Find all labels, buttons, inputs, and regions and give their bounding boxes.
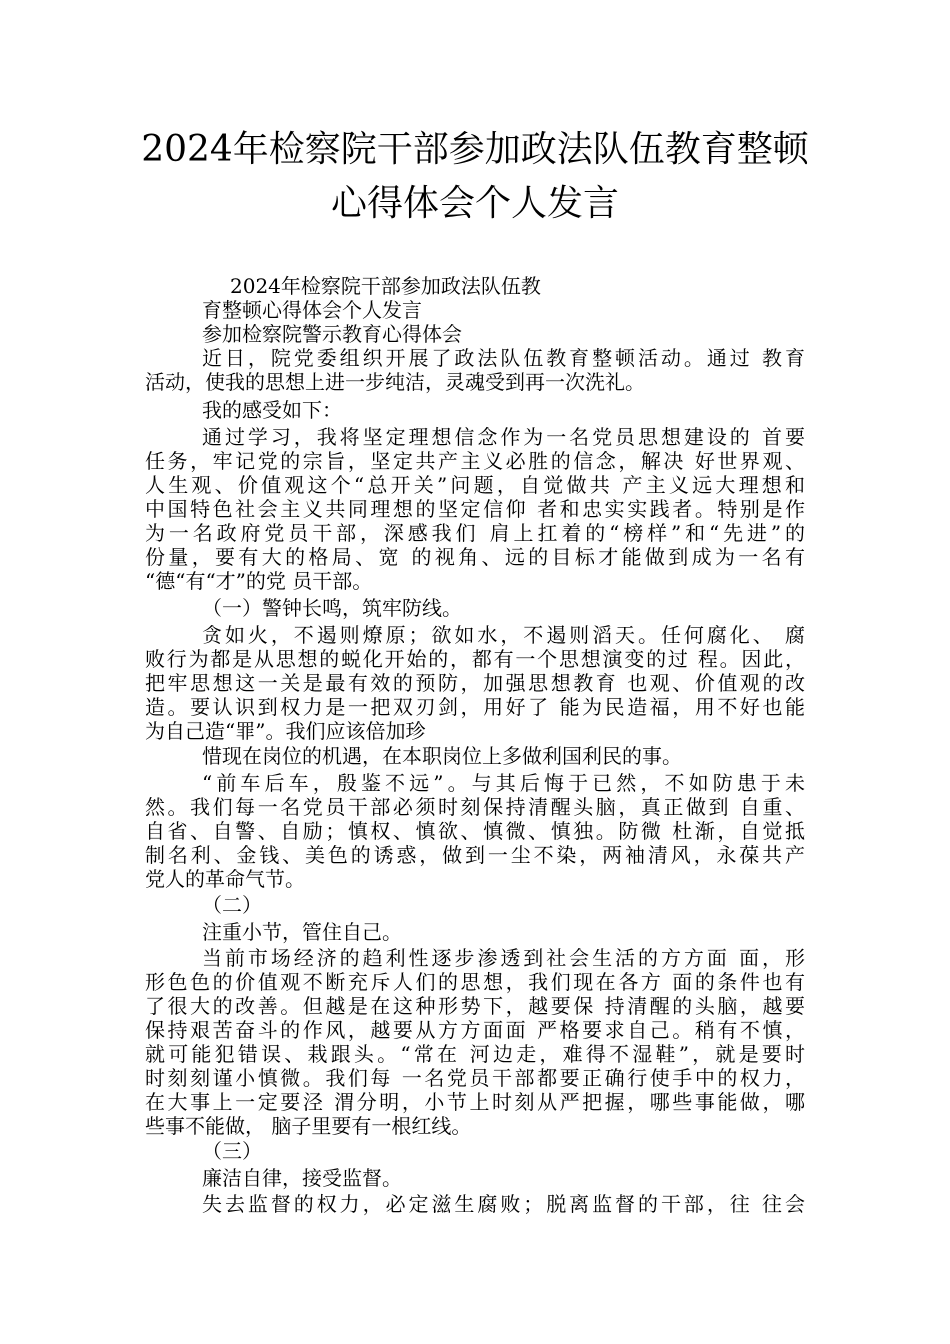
subheading-3: （三） xyxy=(202,1139,262,1163)
body-line: 中国特色社会主义共同理想的坚定信仰 者和忠实实践者。特别是作 xyxy=(145,497,805,521)
body-line: 人生观、价值观这个“总开关”问题，自觉做共 产主义远大理想和 xyxy=(145,473,805,497)
body-line: 然。我们每一名党员干部必须时刻保持清醒头脑，真正做到 自重、 xyxy=(145,795,805,819)
body-line: 了很大的改善。但越是在这种形势下，越要保 持清醒的头脑，越要 xyxy=(145,994,805,1018)
body-line: 时刻刻谨小慎微。我们每 一名党员干部都要正确行使手中的权力， xyxy=(145,1066,805,1090)
body-line: 份量，要有大的格局、宽 的视角、远的目标才能做到成为一名有 xyxy=(145,545,805,569)
body-line: 惜现在岗位的机遇，在本职岗位上多做利国利民的事。 xyxy=(202,744,682,768)
subheading-3-title: 廉洁自律，接受监督。 xyxy=(202,1166,402,1190)
body-line: 就可能犯错误、栽跟头。“常在 河边走，难得不湿鞋”，就是要时 xyxy=(145,1042,805,1066)
body-line: 形色色的价值观不断充斥人们的思想，我们现在各方 面的条件也有 xyxy=(145,970,805,994)
body-line: 制名利、金钱、美色的诱惑，做到一尘不染，两袖清风，永葆共产 xyxy=(145,843,805,867)
subheading-2: （二） xyxy=(202,893,262,917)
body-line: 把牢思想这一关是最有效的预防，加强思想教育 也观、价值观的改 xyxy=(145,671,805,695)
body-line: 为一名政府党员干部，深感我们 肩上扛着的“榜样”和“先进”的 xyxy=(145,521,805,545)
body-line: 当前市场经济的趋利性逐步渗透到社会生活的方方面 面，形 xyxy=(202,946,805,970)
body-line: 近日，院党委组织开展了政法队伍教育整顿活动。通过 教育 xyxy=(202,346,805,370)
document-title-line-2: 心得体会个人发言 xyxy=(330,183,619,224)
body-line: 贪如火，不遏则燎原；欲如水，不遏则滔天。任何腐化、 腐 xyxy=(202,623,805,647)
body-line: 我的感受如下： xyxy=(202,398,342,422)
body-line: 失去监督的权力，必定滋生腐败；脱离监督的干部，往 往会 xyxy=(202,1192,805,1216)
body-line: 通过学习，我将坚定理想信念作为一名党员思想建设的 首要 xyxy=(202,425,805,449)
body-line: “前车后车，殷鉴不远”。与其后悔于已然，不如防患于未 xyxy=(202,771,805,795)
body-line: 败行为都是从思想的蜕化开始的，都有一个思想演变的过 程。因此， xyxy=(145,647,805,671)
body-line: “德“有“才”的党 员干部。 xyxy=(145,569,373,593)
subtitle-line-1: 2024年检察院干部参加政法队伍教 xyxy=(230,274,541,298)
body-line: 党人的革命气节。 xyxy=(145,867,305,891)
body-line: 造。要认识到权力是一把双刃剑，用好了 能为民造福，用不好也能 xyxy=(145,695,805,719)
body-line: 任务，牢记党的宗旨，坚定共产主义必胜的信念，解决 好世界观、 xyxy=(145,449,805,473)
body-line: 活动，使我的思想上进一步纯洁，灵魂受到再一次洗礼。 xyxy=(145,370,645,394)
body-line: 在大事上一定要泾 渭分明，小节上时刻从严把握，哪些事能做，哪 xyxy=(145,1090,805,1114)
body-line: 为自己造“罪”。我们应该倍加珍 xyxy=(145,719,426,743)
document-title-line-1: 2024年检察院干部参加政法队伍教育整顿 xyxy=(141,129,809,170)
body-line: 些事不能做， 脑子里要有一根红线。 xyxy=(145,1114,472,1138)
subheading-2-title: 注重小节，管住自己。 xyxy=(202,920,402,944)
section-heading: 参加检察院警示教育心得体会 xyxy=(202,322,462,346)
body-line: 自省、自警、自励；慎权、慎欲、慎微、慎独。防微 杜渐，自觉抵 xyxy=(145,819,805,843)
subheading-1: （一）警钟长鸣，筑牢防线。 xyxy=(202,596,462,620)
subtitle-line-2: 育整顿心得体会个人发言 xyxy=(202,298,422,322)
body-line: 保持艰苦奋斗的作风，越要从方方面面 严格要求自己。稍有不慎， xyxy=(145,1018,805,1042)
